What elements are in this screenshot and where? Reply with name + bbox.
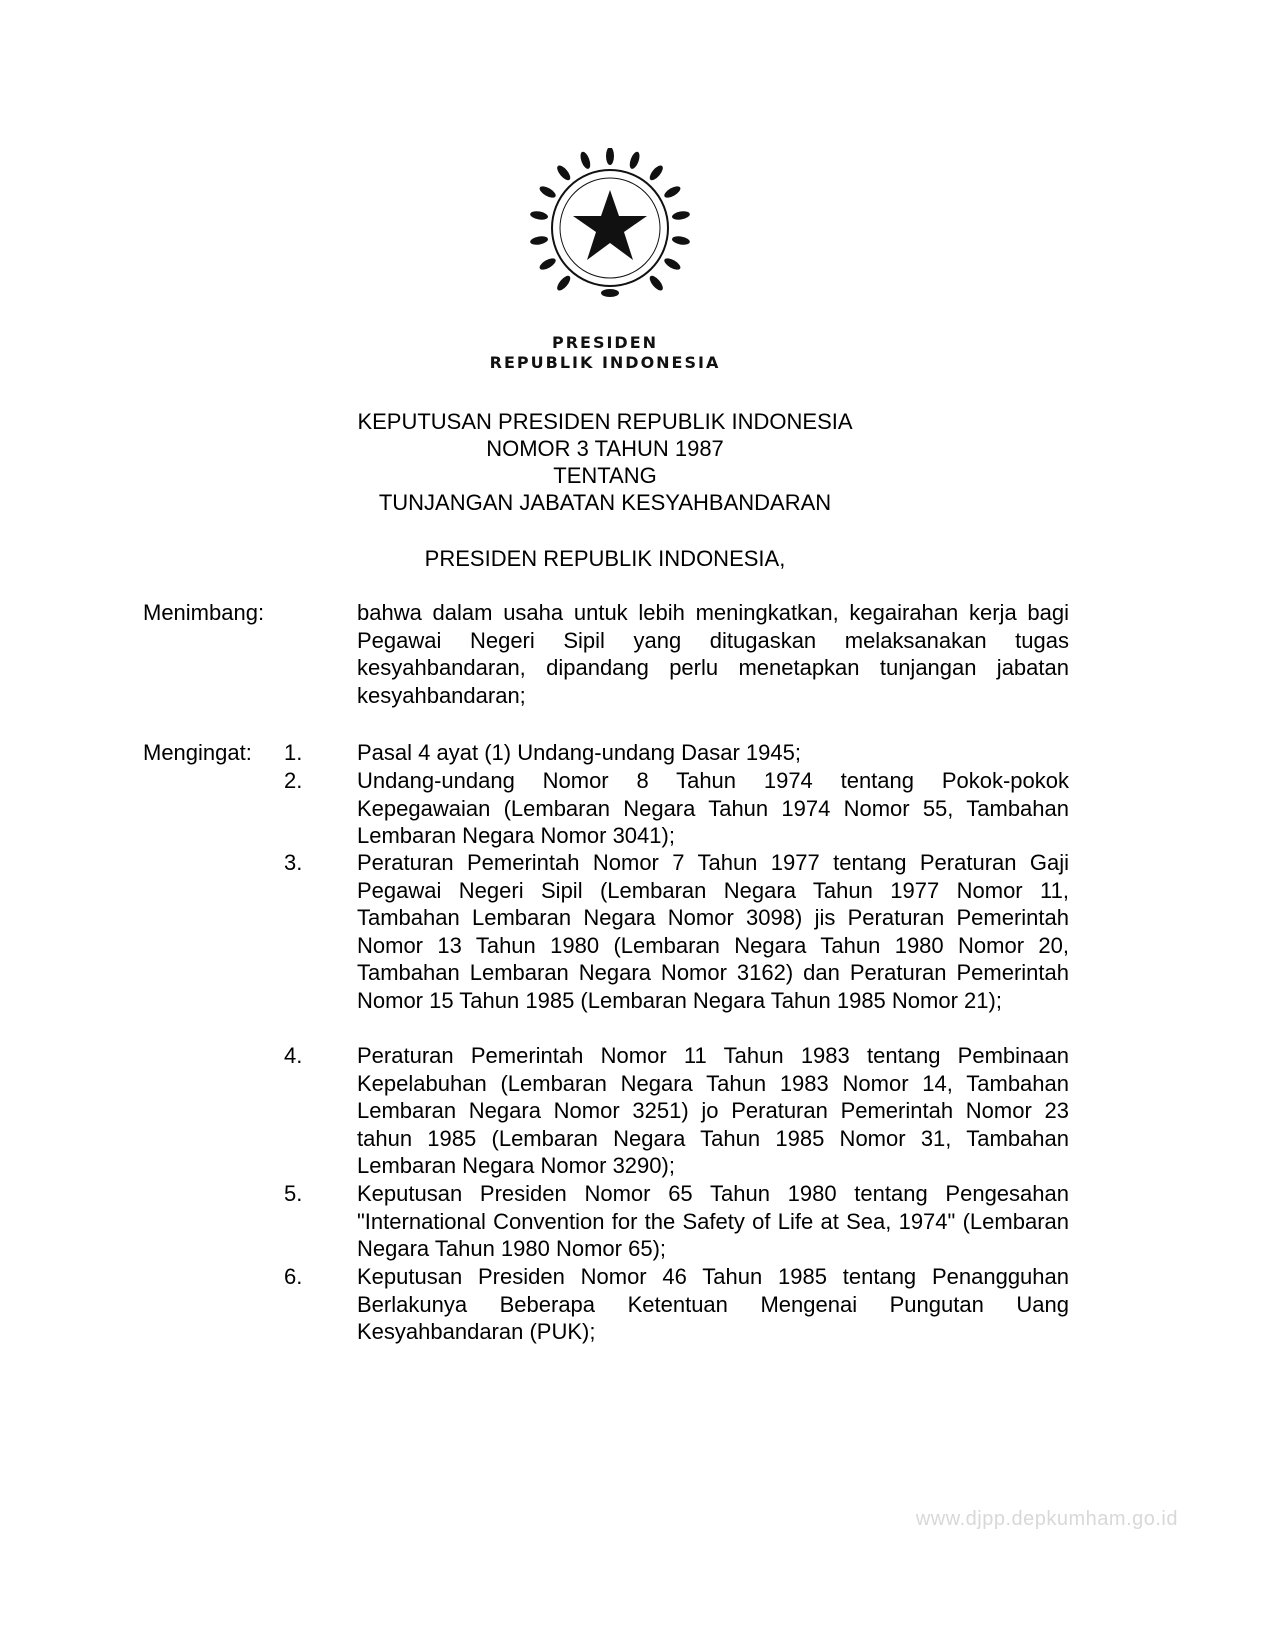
menimbang-text: bahwa dalam usaha untuk lebih meningkatkan, kegairahan kerja bagi Pegawai Negeri Sipil yang ditugaskan melaksanakan tugas kesyahbandaran, dipandang perlu menetapkan tunjangan jabatan kesyahbandaran; (357, 600, 1069, 708)
star-icon (573, 190, 647, 260)
list-item-number: 3. (284, 850, 303, 875)
mengingat-label: Mengingat: (143, 740, 252, 765)
decree-number: NOMOR 3 TAHUN 1987 (486, 436, 724, 461)
list-item-number: 6. (284, 1264, 303, 1289)
list-item-number: 4. (284, 1043, 303, 1068)
office-title-line2: REPUBLIK INDONESIA (489, 353, 721, 372)
menimbang-label: Menimbang: (143, 600, 265, 625)
decree-about: TENTANG (553, 463, 657, 488)
decree-issuer: PRESIDEN REPUBLIK INDONESIA, (424, 546, 786, 571)
list-item: Keputusan Presiden Nomor 46 Tahun 1985 tentang Penangguhan Berlakunya Beberapa Ketentuan Mengenai Pungutan Uang Kesyahbandaran (PUK); (357, 1264, 1069, 1344)
decree-title-line1: KEPUTUSAN PRESIDEN REPUBLIK INDONESIA (357, 409, 853, 434)
list-item: Undang-undang Nomor 8 Tahun 1974 tentang Pokok-pokok Kepegawaian (Lembaran Negara Tahun 1974 Nomor 55, Tambahan Lembaran Negara Nomor 3041); (357, 768, 1069, 848)
list-item-number: 2. (284, 768, 303, 793)
list-item-number: 1. (284, 740, 303, 765)
list-item: Keputusan Presiden Nomor 65 Tahun 1980 tentang Pengesahan "International Convention for the Safety of Life at Sea, 1974" (Lembaran Negara Tahun 1980 Nomor 65); (357, 1181, 1069, 1261)
office-title-line1: PRESIDEN (551, 333, 659, 352)
presidential-seal-emblem (530, 148, 690, 308)
watermark-url: www.djpp.depkumham.go.id (915, 1508, 1178, 1530)
list-item: Peraturan Pemerintah Nomor 7 Tahun 1977 tentang Peraturan Gaji Pegawai Negeri Sipil (Lembaran Negara Tahun 1977 Nomor 11, Tambahan Lembaran Negara Nomor 3098) jis Peraturan Pemerintah Nomor 13 Tahun 1980 (Lembaran Negara Tahun 1980 Nomor 20, Tambahan Lembaran Negara Nomor 3162) dan Peraturan Pemerintah Nomor 15 Tahun 1985 (Lembaran Negara Tahun 1985 Nomor 21); (357, 850, 1069, 1013)
list-item: Peraturan Pemerintah Nomor 11 Tahun 1983 tentang Pembinaan Kepelabuhan (Lembaran Negara Tahun 1983 Nomor 14, Tambahan Lembaran Negara Nomor 3251) jo Peraturan Pemerintah Nomor 23 tahun 1985 (Lembaran Negara Tahun 1985 Nomor 31, Tambahan Lembaran Negara Nomor 3290); (357, 1043, 1069, 1178)
list-item-number: 5. (284, 1181, 303, 1206)
decree-subject: TUNJANGAN JABATAN KESYAHBANDARAN (378, 490, 832, 515)
list-item: Pasal 4 ayat (1) Undang-undang Dasar 1945; (357, 740, 801, 765)
